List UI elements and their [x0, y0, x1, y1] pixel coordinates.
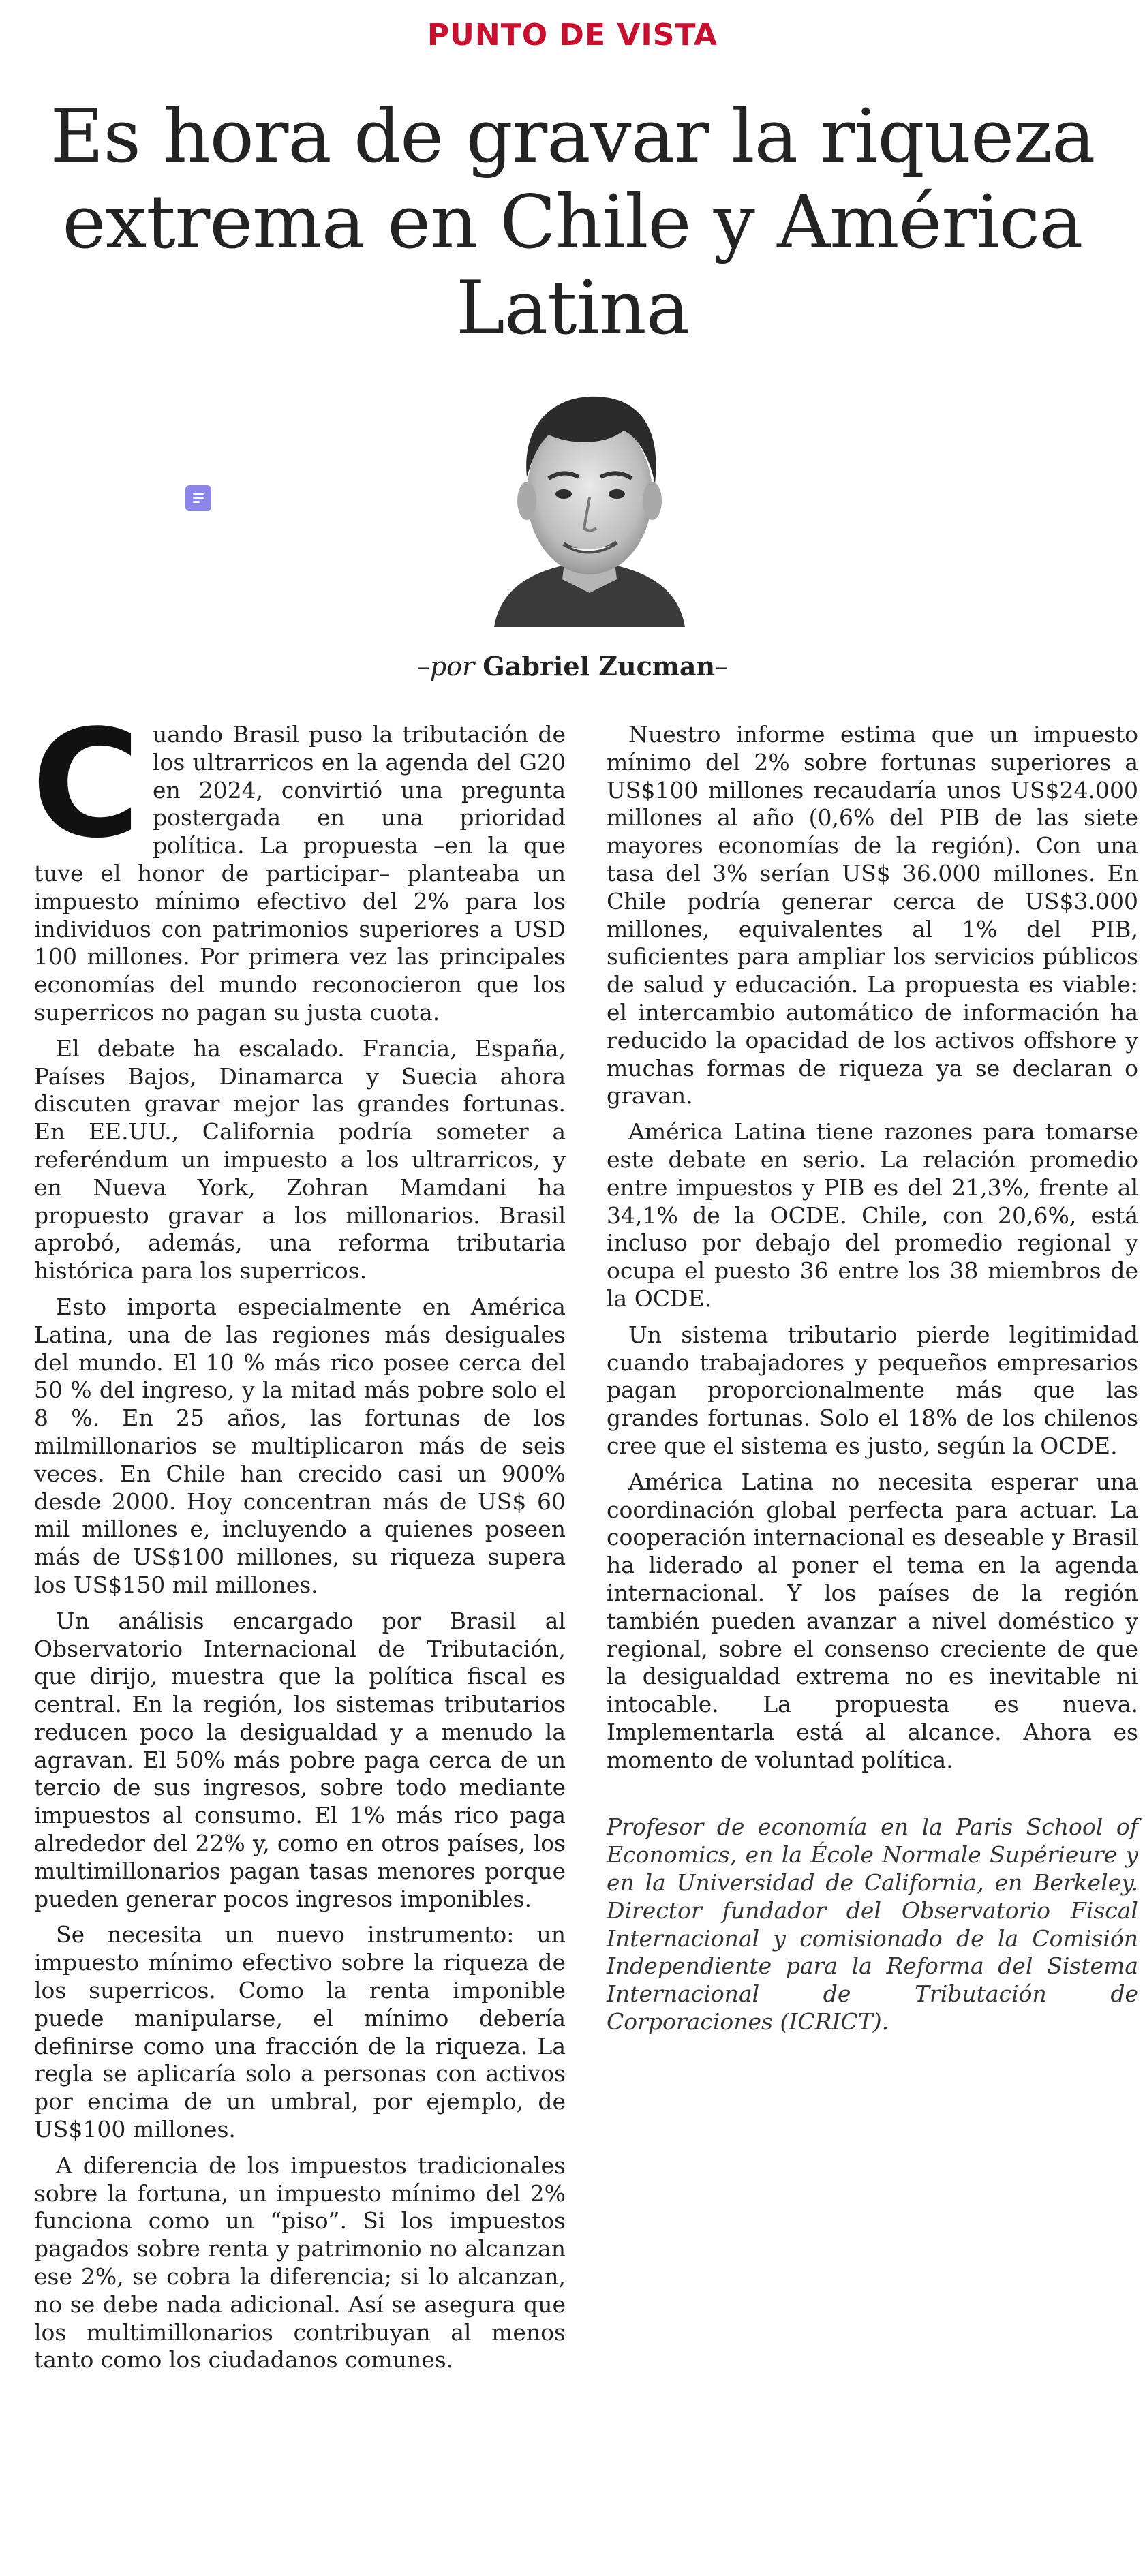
article-paragraph — [31, 699, 566, 1027]
article-paragraph: Esto importa especialmente en América Latina, una de las regiones más desiguales del mundo. El 10 % más rico posee cerca del 50 % del ingreso, y la mitad más pobre solo el 8 %. En 25 años, las fortunas de los milmillonarios se multiplicaron más de seis veces. En Chile han crecido casi un 900% desde 2000. Hoy concentran más de US$ 60 mil millones e, incluyendo a quienes poseen más de US$100 millones, su riqueza supera los US$150 mil millones. — [34, 1293, 566, 1598]
article-column-right — [607, 721, 1138, 2044]
article-paragraph: Un sistema tributario pierde legitimidad cuando trabajadores y pequeños empresarios pagan proporcionalmente más que las grandes fortunas. Solo el 18% de los chilenos cree que el sistema es justo, según la OCDE. — [607, 1321, 1138, 1459]
article-column-left — [31, 699, 566, 2382]
article-paragraph: Nuestro informe estima que un impuesto mínimo del 2% sobre fortunas superiores a US$100 millones recaudaría unos US$24.000 millones al año (0,6% del PIB de las siete mayores economías de la región). Con una tasa del 3% serían US$ 36.000 millones. En Chile podría generar cerca de US$3.000 millones, equivalentes al 1% del PIB, suficientes para ampliar los servicios públicos de salud y educación. La propuesta es viable: el intercambio automático de información ha reducido la opacidad de los activos offshore y muchas formas de riqueza ya se declaran o gravan. — [607, 721, 1138, 1109]
author-bio: Profesor de economía en la Paris School of Economics, en la École Normale Supérieure y en la Universidad de California, en Berkeley. Director fundador del Observatorio Fiscal Internacional y comisionado de la Comisión Independiente para la Reforma del Sistema Internacional de Tributación de Corporaciones (ICRICT). — [607, 1813, 1138, 2036]
section-tag: PUNTO DE VISTA — [427, 18, 718, 52]
article-paragraph: América Latina no necesita esperar una coordinación global perfecta para actuar. La cooperación internacional es deseable y Brasil ha liderado al poner el tema en la agenda internacional. Y los países de la región también pueden avanzar a nivel doméstico y regional, sobre el consenso creciente de que la desigualdad extrema no es inevitable ni intocable. La propuesta es nueva. Implementarla está al alcance. Ahora es momento de voluntad política. — [607, 1468, 1138, 1773]
article-paragraph: El debate ha escalado. Francia, España, Países Bajos, Dinamarca y Suecia ahora discuten gravar mejor las grandes fortunas. En EE.UU., California podría someter a referéndum un impuesto a los ultrarricos, y en Nueva York, Zohran Mamdani ha propuesto gravar a los millonarios. Brasil aprobó, además, una reforma tributaria histórica para los superricos. — [34, 1034, 566, 1285]
byline-suffix: – — [715, 651, 729, 681]
drop-cap: C — [31, 699, 140, 871]
article-paragraph: Se necesita un nuevo instrumento: un impuesto mínimo efectivo sobre la riqueza de los superricos. Como la renta imponible puede manipularse, el mínimo debería definirse como una fracción de la riqueza. La regla se aplicaría solo a personas con activos por encima de un umbral, por ejemplo, de US$100 millones. — [34, 1921, 566, 2143]
article-paragraph: América Latina tiene razones para tomarse este debate en serio. La relación promedio entre impuestos y PIB es del 21,3%, frente al 34,1% de la OCDE. Chile, con 20,6%, está incluso por debajo del promedio regional y ocupa el puesto 36 entre los 38 miembros de la OCDE. — [607, 1118, 1138, 1312]
article-paragraph: Un análisis encargado por Brasil al Observatorio Internacional de Tributación, que dirijo, muestra que la política fiscal es central. En la región, los sistemas tributarios reducen poco la desigualdad y a menudo la agravan. El 50% más pobre paga cerca de un tercio de sus ingresos, sobre todo mediante impuestos al consumo. El 1% más rico paga alrededor del 22% y, como en otros países, los multimillonarios pagan tasas menores porque pueden generar pocos ingresos imponibles. — [34, 1607, 566, 1912]
author-name: Gabriel Zucman — [483, 651, 716, 681]
author-portrait — [487, 382, 692, 627]
byline — [0, 651, 1145, 681]
byline-prefix: –por — [416, 651, 483, 681]
article-paragraph: A diferencia de los impuestos tradicionales sobre la fortuna, un impuesto mínimo del 2% funciona como un “piso”. Si los impuestos pagados sobre renta y patrimonio no alcanzan ese 2%, se cobra la diferencia; si lo alcanzan, no se debe nada adicional. Así se asegura que los multimillonarios contribuyan al menos tanto como los ciudadanos comunes. — [34, 2151, 566, 2374]
note-icon[interactable] — [185, 485, 211, 511]
paragraph-text: uando Brasil puso la tributación de los ultrarricos en la agenda del G20 en 2024, convirtió una pregunta postergada en una prioridad política. La propuesta –en la que tuve el honor de participar– planteaba un impuesto mínimo efectivo del 2% para los individuos con patrimonios superiores a USD 100 millones. Por primera vez las principales economías del mundo reconocieron que los superricos no pagan su justa cuota. — [34, 721, 566, 1026]
headline: Es hora de gravar la riqueza extrema en Chile y América Latina — [50, 94, 1095, 351]
